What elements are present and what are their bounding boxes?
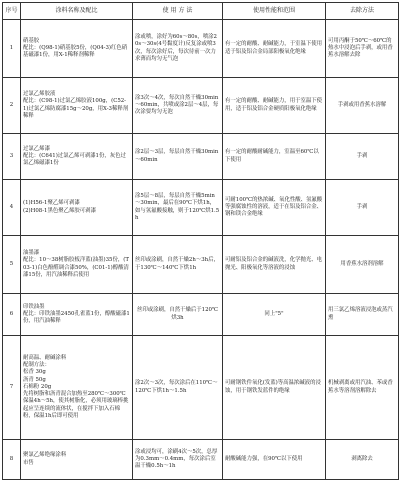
coating-title: 过氯乙烯胶液 [23,90,56,97]
coating-name-cell [21,20,133,78]
coating-option-2: (2)H08-1黑色聚乙烯胶可剥漆 [23,207,96,214]
ingredient-asphalt: 沥青 50g [23,376,46,383]
coating-formula: 配比：(Q98-1)硝基胶5份，(Q04-3)红色硝基磁漆1份，用X-1稀释剂稀释 [23,44,128,59]
performance-range: 有一定的耐酸、耐碱能力，用于室温下使用，适于铝及铝合金硬质阳极氧化绝缘 [223,78,326,134]
removal-method: 用香蕉水溶剂溶解 [326,236,399,294]
usage-method: 涂2次～3次，每次涂后在110℃～120℃下烘1h～1.5h [133,336,223,440]
table-row [3,294,399,336]
coating-preparation: 先将树脂和沥青混合加热至280℃～300℃保温4h～5h，使其树脂化，必须用玻璃棒挑起应呈连续的流体状，在搅拌下加入石棉粉，保温1h后即可使用 [23,391,129,420]
coating-option-1: (1)H56-1聚乙烯可剥漆 [23,200,80,207]
coating-name-cell [21,236,133,294]
table-row [3,336,399,440]
header-performance: 使用性能和范围 [223,3,326,20]
ingredient-rosin: 松香 30g [23,369,46,376]
performance-range: 可耐钢铁件氧化(发蓝)等高温浓碱液的浸蚀，用于钢铁发蓝件的绝缘 [223,336,326,440]
coating-recipe-label: 配制方法： [23,361,50,368]
coating-formula: 配比：(C641)过氯乙烯可剥漆1份，灰色过氯乙烯磁漆1份 [23,152,126,167]
table-row [3,20,399,78]
coating-formula: 配比：(C98-1)过氯乙烯胶液100g，(C52-1)过氯乙烯防腐漆15g～20g，用X-3稀释剂稀释 [23,98,129,119]
row-number: 3 [3,134,21,180]
coating-title: 油墨漆 [23,249,40,256]
removal-method: 用三氯乙烯溶液浸泡或蒸汽熏 [326,294,399,336]
header-name: 涂料名称及配比 [21,3,133,20]
coating-title: 过氯乙烯漆 [23,145,50,152]
coating-name-cell [21,134,133,180]
row-number: 2 [3,78,21,134]
usage-method: 涂或喷，涂好为60s～80s，喷涂20s～30s(4号黏度计)反复涂或喷3次，每次涂好后，每次待前一次力求薄而均匀无气泡 [133,20,223,78]
row-number: 5 [3,236,21,294]
coating-title: 印铁油墨 [23,303,45,310]
performance-range: 耐酸碱能力强，在90℃以下使用 [223,440,326,480]
removal-method: 可用丙酮于50℃～60℃的热水中浸泡后手剥，或用香蕉水溶解去除 [326,20,399,78]
table-row [3,236,399,294]
coating-title: 硝基胶 [23,37,40,44]
performance-range: 同上"5" [223,294,326,336]
header-no: 序号 [3,3,21,20]
row-number: 6 [3,294,21,336]
header-removal: 去除方法 [326,3,399,20]
row-number: 7 [3,336,21,440]
table-row [3,440,399,480]
usage-method: 丝印或涂刷，自然干燥2h～3h后，于130℃～140℃下烘1h [133,236,223,294]
coating-formula: 配比：印铁油墨2450孔雀蓝1份，醇酸磁漆1份，用汽油稀释 [23,310,130,325]
coating-name-cell [21,78,133,134]
removal-method: 手剥或用香蕉水溶解 [326,78,399,134]
usage-method: 丝印或涂刷，自然干燥后于120℃烘3h [133,294,223,336]
usage-method: 涂5层～8层，每层自然干燥5min～30min，最后在90℃下烘1h，如与氢氟酸接触，则于120℃烘1.5h [133,180,223,236]
coating-formula: 配比：10～38树脂胶板洋蓝(油墨)35份，(T03-1)白色酚醛调合漆50%，(C01-1)醇酸清漆15份，用汽油稀释后使用 [23,257,129,278]
ingredient-asbestos: 石棉粉 20g [23,383,52,390]
coating-source: 市售 [23,459,34,466]
performance-range: 可耐100℃的热浓碱、氧化性酸、氢氟酸等强腐蚀性的溶液，适于在铝及铝合金、钢和镁合金绝缘 [223,180,326,236]
removal-method: 手剥 [326,180,399,236]
row-number: 1 [3,20,21,78]
coating-name-cell [21,440,133,480]
usage-method: 涂3次～4次，每次自然干燥30min～60min，共喷或涂2层～4层，每次涂要均匀无泡 [133,78,223,134]
coating-title: 聚氯乙烯绝缘涂料 [23,452,67,459]
row-number: 8 [3,440,21,480]
performance-range: 可耐铝及铝合金的碱液洗，化学抛光、电抛光、阳极氧化等溶液的浸蚀 [223,236,326,294]
table-row [3,180,399,236]
coating-name-cell [21,180,133,236]
removal-method: 剥离除去 [326,440,399,480]
row-number: 4 [3,180,21,236]
table-row [3,134,399,180]
header-method: 使 用 方 法 [133,3,223,20]
coating-name-cell [21,336,133,440]
coating-name-cell [21,294,133,336]
coating-spec-table [2,2,399,480]
table-row [3,78,399,134]
coating-title: 耐高温、耐碱涂料 [23,354,67,361]
header-row [3,3,399,20]
usage-method: 涂或浸均可，涂刷4次～5次，总厚为0.3mm～0.4mm，每次涂后室温干燥0.5h～1h [133,440,223,480]
performance-range: 有一定的耐酸耐碱能力，室温至60℃以下使用 [223,134,326,180]
performance-range: 有一定的耐酸、耐碱能力，于室温下使用适于铝及铝合金局部阳极氧化绝缘 [223,20,326,78]
removal-method: 手剥 [326,134,399,180]
usage-method: 涂2层～3层，每层自然干燥30min～60min [133,134,223,180]
removal-method: 机械剥离或用汽油、苯或香蕉水等溶剂溶解除去 [326,336,399,440]
